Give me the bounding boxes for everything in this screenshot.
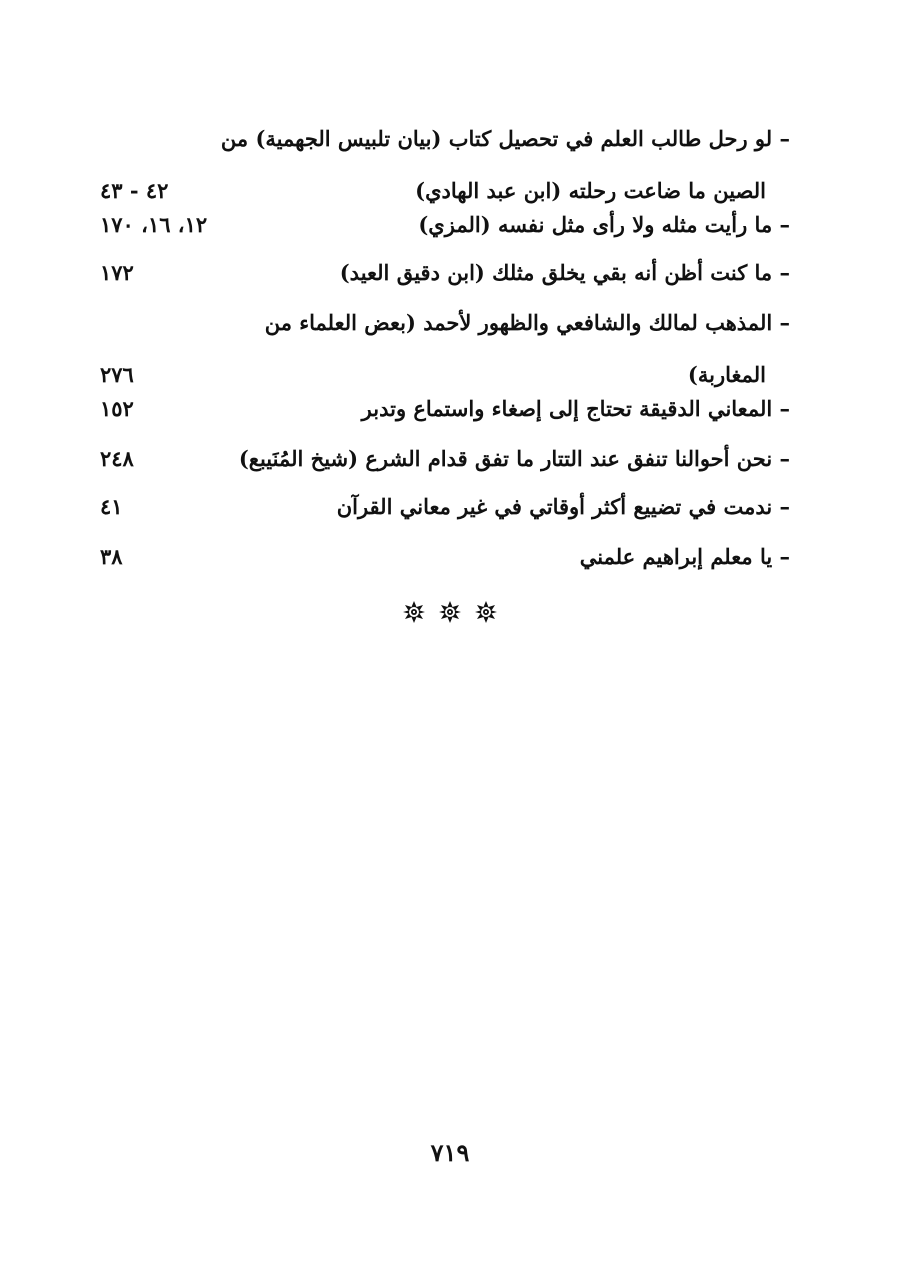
entry-line [100,480,790,532]
entry-text: – ما رأيت مثله ولا رأى مثل نفسه (المزي) [418,211,790,237]
entry-line [100,296,790,348]
ornament-icon [402,600,426,624]
entry-line [100,198,790,250]
entry-page-refs: ٣٨ [100,543,123,569]
entry-page-refs: ٢٤٨ [100,445,134,471]
entry-text: – لو رحل طالب العلم في تحصيل كتاب (بيان تلبيس الجهمية) من [220,125,790,151]
entry-line [100,432,790,484]
entry-text: – نحن أحوالنا تنفق عند التتار ما تفق قدام الشرع (شيخ المُنَيبع) [238,445,790,471]
entry-text: – ما كنت أظن أنه بقي يخلق مثلك (ابن دقيق العيد) [339,259,790,285]
ornament-icon [474,600,498,624]
entry-page-refs: ٤٢ - ٤٣ [100,177,169,203]
entry-text: – المذهب لمالك والشافعي والظهور لأحمد (بعض العلماء من [264,309,790,335]
entry-text: – المعاني الدقيقة تحتاج إلى إصغاء واستماع وتدبر [361,395,790,421]
entry-text-continued: المغاربة) [687,361,766,387]
index-entry [100,198,790,250]
entry-text: – يا معلم إبراهيم علمني [579,543,790,569]
entry-line [100,112,790,164]
entry-text-continued: الصين ما ضاعت رحلته (ابن عبد الهادي) [415,177,766,203]
index-entry [100,246,790,298]
ornament-icon [438,600,462,624]
index-entry [100,530,790,582]
entry-page-refs: ١٥٢ [100,395,134,421]
entry-page-refs: ١٧٢ [100,259,134,285]
index-entry [100,480,790,532]
page-number: ٧١٩ [430,1138,470,1167]
section-separator [0,600,900,624]
index-entry [100,432,790,484]
entry-text: – ندمت في تضييع أكثر أوقاتي في غير معاني القرآن [336,493,790,519]
entry-line [100,382,790,434]
entry-page-refs: ٢٧٦ [100,361,134,387]
entry-line [100,246,790,298]
index-entry [100,382,790,434]
entry-line [100,530,790,582]
entry-page-refs: ٤١ [100,493,123,519]
entry-page-refs: ١٢، ١٦، ١٧٠ [100,211,208,237]
